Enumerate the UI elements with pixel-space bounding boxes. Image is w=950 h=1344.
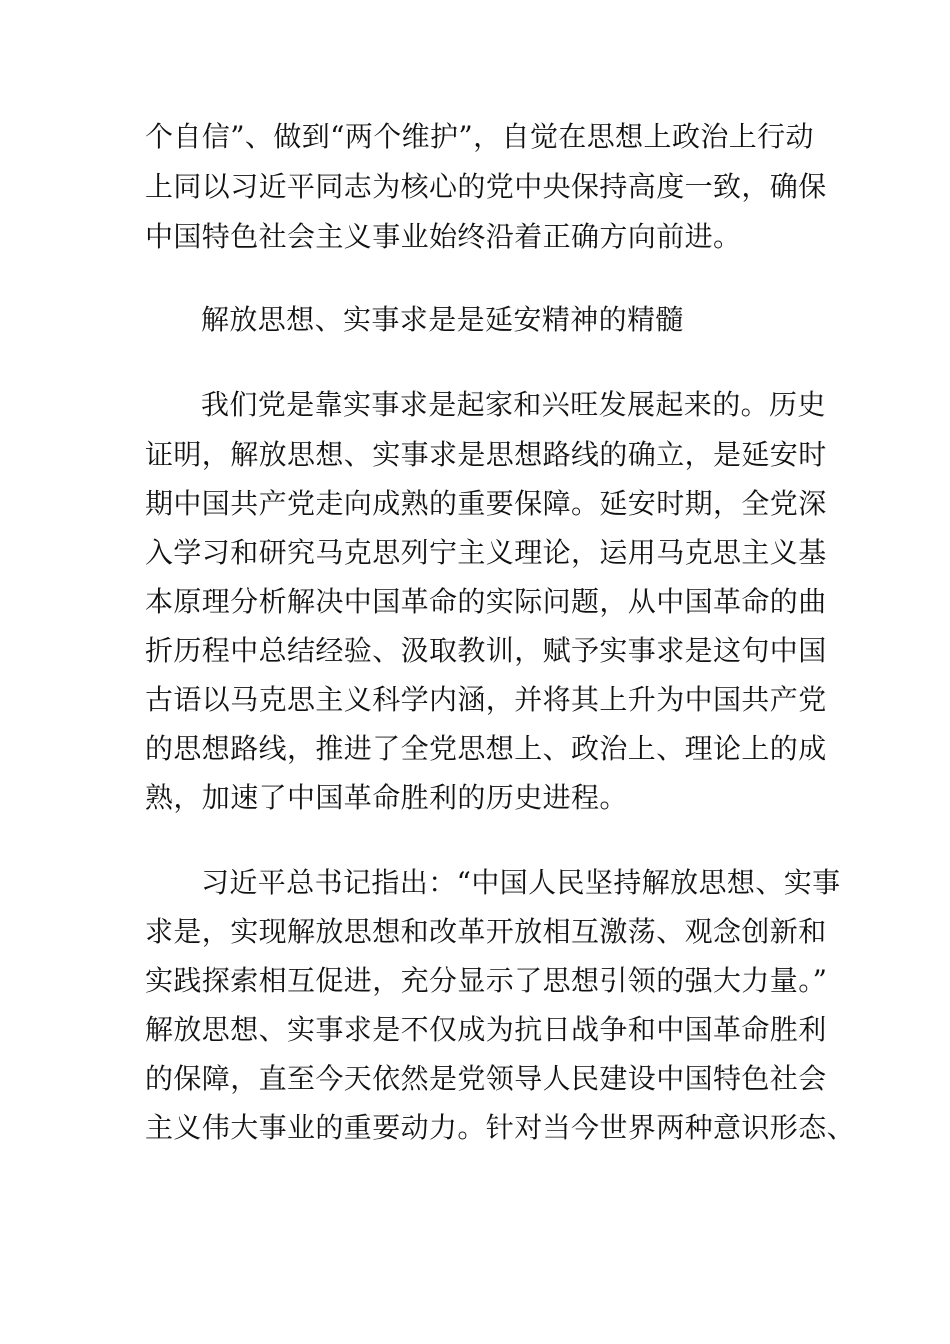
- section-heading: 解放思想、实事求是是延安精神的精髓: [201, 303, 684, 336]
- paragraph-3-line-1: 习近平总书记指出：“中国人民坚持解放思想、实事: [201, 866, 841, 899]
- paragraph-2-line-8: 的思想路线，推进了全党思想上、政治上、理论上的成: [145, 732, 827, 765]
- paragraph-2-line-9: 熟，加速了中国革命胜利的历史进程。: [145, 781, 628, 814]
- paragraph-2-line-5: 本原理分析解决中国革命的实际问题，从中国革命的曲: [145, 585, 827, 618]
- paragraph-1-line-2: 上同以习近平同志为核心的党中央保持高度一致，确保: [145, 170, 827, 203]
- paragraph-3-line-6: 主义伟大事业的重要动力。针对当今世界两种意识形态、: [145, 1111, 856, 1144]
- paragraph-3-line-3: 实践探索相互促进，充分显示了思想引领的强大力量。”: [145, 964, 828, 997]
- paragraph-2-line-1: 我们党是靠实事求是起家和兴旺发展起来的。历史: [201, 388, 826, 421]
- paragraph-2-line-6: 折历程中总结经验、汲取教训，赋予实事求是这句中国: [145, 634, 827, 667]
- paragraph-3-line-5: 的保障，直至今天依然是党领导人民建设中国特色社会: [145, 1062, 827, 1095]
- paragraph-2-line-4: 入学习和研究马克思列宁主义理论，运用马克思主义基: [145, 536, 827, 569]
- paragraph-2-line-3: 期中国共产党走向成熟的重要保障。延安时期，全党深: [145, 487, 827, 520]
- paragraph-3-line-2: 求是，实现解放思想和改革开放相互激荡、观念创新和: [145, 915, 827, 948]
- paragraph-2-line-7: 古语以马克思主义科学内涵，并将其上升为中国共产党: [145, 683, 827, 716]
- paragraph-2-line-2: 证明，解放思想、实事求是思想路线的确立，是延安时: [145, 438, 827, 471]
- paragraph-3-line-4: 解放思想、实事求是不仅成为抗日战争和中国革命胜利: [145, 1013, 827, 1046]
- paragraph-1-line-1: 个自信”、做到“两个维护”，自觉在思想上政治上行动: [145, 120, 814, 153]
- paragraph-1-line-3: 中国特色社会主义事业始终沿着正确方向前进。: [145, 220, 742, 253]
